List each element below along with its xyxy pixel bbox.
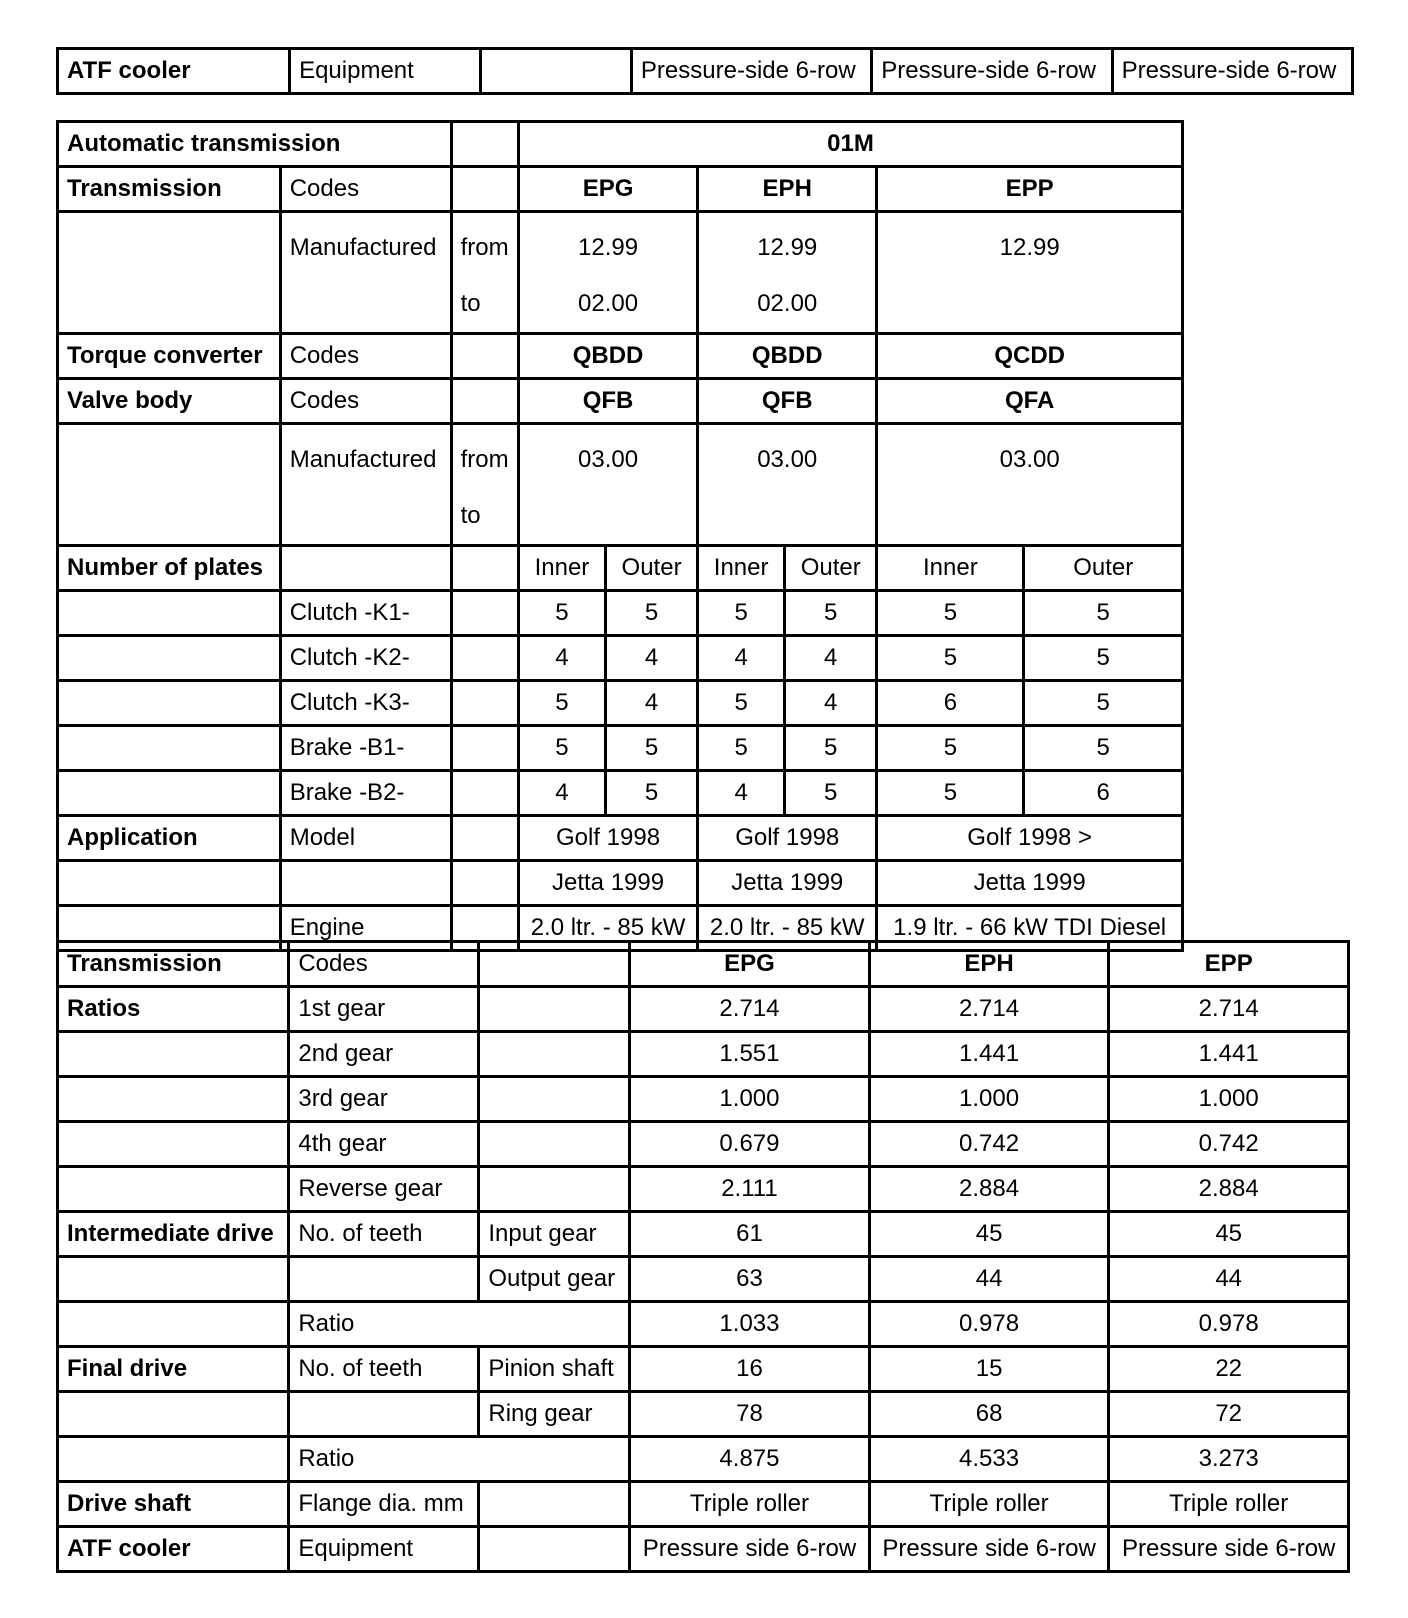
from-to-cell bbox=[451, 212, 518, 334]
field-label: Equipment bbox=[290, 49, 481, 94]
teeth-value: 44 bbox=[869, 1257, 1109, 1302]
row-label: ATF cooler bbox=[58, 1527, 289, 1572]
plate-name: Clutch -K3- bbox=[280, 681, 451, 726]
table-row bbox=[58, 1032, 1349, 1077]
table-row bbox=[58, 1167, 1349, 1212]
from-date: 12.99 bbox=[578, 234, 639, 261]
empty-cell bbox=[451, 546, 518, 591]
outer-header: Outer bbox=[1024, 546, 1183, 591]
table-row bbox=[58, 1212, 1349, 1257]
empty-cell bbox=[479, 1527, 630, 1572]
ratio-value: 0.742 bbox=[1109, 1122, 1349, 1167]
row-label: Torque converter bbox=[58, 334, 281, 379]
sub-label: Pinion shaft bbox=[479, 1347, 630, 1392]
code-cell: QBDD bbox=[698, 334, 877, 379]
ratio-value: 1.000 bbox=[869, 1077, 1109, 1122]
empty-cell bbox=[58, 424, 281, 546]
empty-cell bbox=[479, 1482, 630, 1527]
inner-header: Inner bbox=[698, 546, 785, 591]
empty-cell bbox=[289, 1392, 479, 1437]
value-cell: Pressure-side 6-row bbox=[631, 49, 871, 94]
plate-count: 4 bbox=[785, 681, 877, 726]
table-row bbox=[58, 636, 1183, 681]
code-cell: EPP bbox=[877, 167, 1183, 212]
empty-cell bbox=[58, 1302, 289, 1347]
plate-count: 5 bbox=[518, 591, 605, 636]
to-label: to bbox=[460, 502, 481, 529]
ratio-value: 1.033 bbox=[630, 1302, 870, 1347]
code-cell: QFA bbox=[877, 379, 1183, 424]
ratio-value: 0.742 bbox=[869, 1122, 1109, 1167]
plate-count: 5 bbox=[1024, 636, 1183, 681]
inner-header: Inner bbox=[518, 546, 605, 591]
date-cell bbox=[698, 212, 877, 334]
code-cell: EPG bbox=[630, 942, 870, 987]
empty-cell bbox=[480, 49, 631, 94]
transmission-ratios-table bbox=[56, 940, 1350, 1573]
to-date: 02.00 bbox=[757, 290, 818, 317]
table-row bbox=[58, 681, 1183, 726]
empty-cell bbox=[58, 1122, 289, 1167]
ratio-value: 2.714 bbox=[1109, 987, 1349, 1032]
value-cell: Triple roller bbox=[1109, 1482, 1349, 1527]
ratio-value: 2.884 bbox=[869, 1167, 1109, 1212]
empty-cell bbox=[58, 1077, 289, 1122]
teeth-value: 72 bbox=[1109, 1392, 1349, 1437]
field-label: Ratio bbox=[289, 1437, 630, 1482]
table-row bbox=[58, 1347, 1349, 1392]
plate-count: 5 bbox=[518, 726, 605, 771]
plate-count: 5 bbox=[877, 636, 1024, 681]
empty-cell bbox=[451, 122, 518, 167]
empty-cell bbox=[451, 816, 518, 861]
table-row bbox=[58, 167, 1183, 212]
empty-cell bbox=[451, 334, 518, 379]
plate-count: 4 bbox=[518, 771, 605, 816]
ratio-value: 2.714 bbox=[869, 987, 1109, 1032]
table-row bbox=[58, 1077, 1349, 1122]
sub-label: Input gear bbox=[479, 1212, 630, 1257]
table-row bbox=[58, 1122, 1349, 1167]
inner-header: Inner bbox=[877, 546, 1024, 591]
row-label: Transmission bbox=[58, 942, 289, 987]
empty-cell bbox=[58, 636, 281, 681]
table-row bbox=[58, 1392, 1349, 1437]
value-cell: Pressure-side 6-row bbox=[872, 49, 1112, 94]
ratio-value: 1.551 bbox=[630, 1032, 870, 1077]
ratio-value: 0.679 bbox=[630, 1122, 870, 1167]
empty-cell bbox=[479, 1122, 630, 1167]
empty-cell bbox=[479, 987, 630, 1032]
ratio-value: 1.441 bbox=[1109, 1032, 1349, 1077]
plate-count: 5 bbox=[698, 681, 785, 726]
plate-name: Brake -B1- bbox=[280, 726, 451, 771]
row-label: ATF cooler bbox=[58, 49, 290, 94]
plate-count: 5 bbox=[785, 591, 877, 636]
outer-header: Outer bbox=[785, 546, 877, 591]
teeth-value: 45 bbox=[1109, 1212, 1349, 1257]
value-cell: Pressure side 6-row bbox=[869, 1527, 1109, 1572]
empty-cell bbox=[58, 212, 281, 334]
empty-cell bbox=[479, 942, 630, 987]
plate-count: 5 bbox=[1024, 726, 1183, 771]
field-label: Model bbox=[280, 816, 451, 861]
ratio-value: 2.884 bbox=[1109, 1167, 1349, 1212]
value-cell: Pressure-side 6-row bbox=[1112, 49, 1352, 94]
teeth-value: 45 bbox=[869, 1212, 1109, 1257]
table-row bbox=[58, 861, 1183, 906]
empty-cell bbox=[58, 1167, 289, 1212]
ratio-value: 0.978 bbox=[869, 1302, 1109, 1347]
date-cell: 03.00 bbox=[877, 424, 1183, 546]
table-row bbox=[58, 1482, 1349, 1527]
row-label: Ratios bbox=[58, 987, 289, 1032]
plate-count: 4 bbox=[605, 681, 697, 726]
field-label: Manufactured bbox=[280, 424, 451, 546]
empty-cell bbox=[451, 167, 518, 212]
teeth-value: 44 bbox=[1109, 1257, 1349, 1302]
field-label: Codes bbox=[280, 379, 451, 424]
plate-count: 5 bbox=[605, 591, 697, 636]
field-label: No. of teeth bbox=[289, 1347, 479, 1392]
row-label: Final drive bbox=[58, 1347, 289, 1392]
field-label: Engine bbox=[280, 906, 451, 951]
empty-cell bbox=[58, 1437, 289, 1482]
table-row bbox=[58, 942, 1349, 987]
table-row bbox=[58, 816, 1183, 861]
plate-name: Clutch -K2- bbox=[280, 636, 451, 681]
to-date: 02.00 bbox=[578, 290, 639, 317]
ratio-value: 4.875 bbox=[630, 1437, 870, 1482]
model-cell: Golf 1998 bbox=[698, 816, 877, 861]
from-date: 12.99 bbox=[999, 234, 1060, 261]
field-label: Manufactured bbox=[280, 212, 451, 334]
teeth-value: 68 bbox=[869, 1392, 1109, 1437]
teeth-value: 78 bbox=[630, 1392, 870, 1437]
row-label: Intermediate drive bbox=[58, 1212, 289, 1257]
empty-cell bbox=[58, 1032, 289, 1077]
model-cell: Golf 1998 bbox=[518, 816, 697, 861]
empty-cell bbox=[58, 681, 281, 726]
plate-count: 6 bbox=[877, 681, 1024, 726]
model-cell: Jetta 1999 bbox=[877, 861, 1183, 906]
empty-cell bbox=[451, 861, 518, 906]
plate-count: 5 bbox=[877, 771, 1024, 816]
engine-cell: 1.9 ltr. - 66 kW TDI Diesel bbox=[877, 906, 1183, 951]
teeth-value: 22 bbox=[1109, 1347, 1349, 1392]
value-cell: Pressure side 6-row bbox=[630, 1527, 870, 1572]
plate-count: 5 bbox=[518, 681, 605, 726]
ratio-value: 4.533 bbox=[869, 1437, 1109, 1482]
outer-header: Outer bbox=[605, 546, 697, 591]
empty-cell bbox=[280, 861, 451, 906]
table-row bbox=[58, 726, 1183, 771]
plate-count: 5 bbox=[605, 771, 697, 816]
gear-name: 3rd gear bbox=[289, 1077, 479, 1122]
empty-cell bbox=[58, 591, 281, 636]
field-label: Codes bbox=[289, 942, 479, 987]
model-cell: Jetta 1999 bbox=[698, 861, 877, 906]
engine-cell: 2.0 ltr. - 85 kW bbox=[518, 906, 697, 951]
table-row bbox=[58, 771, 1183, 816]
engine-cell: 2.0 ltr. - 85 kW bbox=[698, 906, 877, 951]
table-row bbox=[58, 1302, 1349, 1347]
table-row bbox=[58, 334, 1183, 379]
value-cell: Triple roller bbox=[630, 1482, 870, 1527]
teeth-value: 63 bbox=[630, 1257, 870, 1302]
ratio-value: 3.273 bbox=[1109, 1437, 1349, 1482]
empty-cell bbox=[289, 1257, 479, 1302]
empty-cell bbox=[479, 1032, 630, 1077]
empty-cell bbox=[280, 546, 451, 591]
gear-name: 4th gear bbox=[289, 1122, 479, 1167]
to-label: to bbox=[460, 290, 481, 317]
from-label: from bbox=[460, 446, 509, 473]
ratio-value: 2.714 bbox=[630, 987, 870, 1032]
empty-cell bbox=[451, 636, 518, 681]
automatic-transmission-table bbox=[56, 120, 1184, 952]
teeth-value: 61 bbox=[630, 1212, 870, 1257]
empty-cell bbox=[58, 1392, 289, 1437]
date-cell bbox=[518, 212, 697, 334]
plate-count: 4 bbox=[698, 636, 785, 681]
plate-count: 5 bbox=[877, 591, 1024, 636]
empty-cell bbox=[451, 379, 518, 424]
row-label: Valve body bbox=[58, 379, 281, 424]
ratio-value: 1.000 bbox=[630, 1077, 870, 1122]
empty-cell bbox=[451, 726, 518, 771]
empty-cell bbox=[451, 681, 518, 726]
from-date: 12.99 bbox=[757, 234, 818, 261]
empty-cell bbox=[58, 861, 281, 906]
plate-count: 5 bbox=[698, 591, 785, 636]
atf-cooler-top-table bbox=[56, 47, 1354, 95]
table-row bbox=[58, 546, 1183, 591]
plate-count: 5 bbox=[605, 726, 697, 771]
teeth-value: 16 bbox=[630, 1347, 870, 1392]
value-cell: Pressure side 6-row bbox=[1109, 1527, 1349, 1572]
empty-cell bbox=[58, 1257, 289, 1302]
plate-name: Clutch -K1- bbox=[280, 591, 451, 636]
model-cell: Golf 1998 > bbox=[877, 816, 1183, 861]
code-cell: QFB bbox=[698, 379, 877, 424]
row-label: Number of plates bbox=[58, 546, 281, 591]
code-cell: EPH bbox=[698, 167, 877, 212]
ratio-value: 0.978 bbox=[1109, 1302, 1349, 1347]
gear-name: 1st gear bbox=[289, 987, 479, 1032]
table-row bbox=[58, 1437, 1349, 1482]
code-cell: EPG bbox=[518, 167, 697, 212]
table-row bbox=[58, 1257, 1349, 1302]
plate-count: 5 bbox=[1024, 591, 1183, 636]
ratio-value: 1.000 bbox=[1109, 1077, 1349, 1122]
gear-name: Reverse gear bbox=[289, 1167, 479, 1212]
empty-cell bbox=[479, 1077, 630, 1122]
empty-cell bbox=[58, 726, 281, 771]
code-cell: QFB bbox=[518, 379, 697, 424]
teeth-value: 15 bbox=[869, 1347, 1109, 1392]
table-row bbox=[58, 379, 1183, 424]
table-row bbox=[58, 49, 1353, 94]
header-label: Automatic transmission bbox=[58, 122, 452, 167]
ratio-value: 2.111 bbox=[630, 1167, 870, 1212]
plate-count: 4 bbox=[785, 636, 877, 681]
row-label: Drive shaft bbox=[58, 1482, 289, 1527]
model-cell: Jetta 1999 bbox=[518, 861, 697, 906]
value-cell: Triple roller bbox=[869, 1482, 1109, 1527]
plate-count: 5 bbox=[785, 771, 877, 816]
plate-name: Brake -B2- bbox=[280, 771, 451, 816]
table-row bbox=[58, 591, 1183, 636]
code-cell: QCDD bbox=[877, 334, 1183, 379]
field-label: Flange dia. mm bbox=[289, 1482, 479, 1527]
gear-name: 2nd gear bbox=[289, 1032, 479, 1077]
plate-count: 4 bbox=[605, 636, 697, 681]
empty-cell bbox=[451, 771, 518, 816]
field-label: Equipment bbox=[289, 1527, 479, 1572]
plate-count: 4 bbox=[698, 771, 785, 816]
code-cell: QBDD bbox=[518, 334, 697, 379]
from-label: from bbox=[460, 234, 509, 261]
empty-cell bbox=[479, 1167, 630, 1212]
date-cell: 03.00 bbox=[518, 424, 697, 546]
row-label: Application bbox=[58, 816, 281, 861]
sub-label: Ring gear bbox=[479, 1392, 630, 1437]
plate-count: 5 bbox=[785, 726, 877, 771]
plate-count: 5 bbox=[877, 726, 1024, 771]
header-value: 01M bbox=[518, 122, 1182, 167]
from-to-cell bbox=[451, 424, 518, 546]
field-label: Codes bbox=[280, 167, 451, 212]
plate-count: 4 bbox=[518, 636, 605, 681]
code-cell: EPP bbox=[1109, 942, 1349, 987]
empty-cell bbox=[451, 591, 518, 636]
table-row bbox=[58, 987, 1349, 1032]
table-row bbox=[58, 424, 1183, 546]
plate-count: 5 bbox=[698, 726, 785, 771]
sub-label: Output gear bbox=[479, 1257, 630, 1302]
date-cell bbox=[877, 212, 1183, 334]
field-label: Ratio bbox=[289, 1302, 630, 1347]
code-cell: EPH bbox=[869, 942, 1109, 987]
plate-count: 6 bbox=[1024, 771, 1183, 816]
table-row bbox=[58, 1527, 1349, 1572]
plate-count: 5 bbox=[1024, 681, 1183, 726]
row-label: Transmission bbox=[58, 167, 281, 212]
field-label: No. of teeth bbox=[289, 1212, 479, 1257]
field-label: Codes bbox=[280, 334, 451, 379]
table-row bbox=[58, 122, 1183, 167]
ratio-value: 1.441 bbox=[869, 1032, 1109, 1077]
table-row bbox=[58, 212, 1183, 334]
empty-cell bbox=[58, 771, 281, 816]
date-cell: 03.00 bbox=[698, 424, 877, 546]
